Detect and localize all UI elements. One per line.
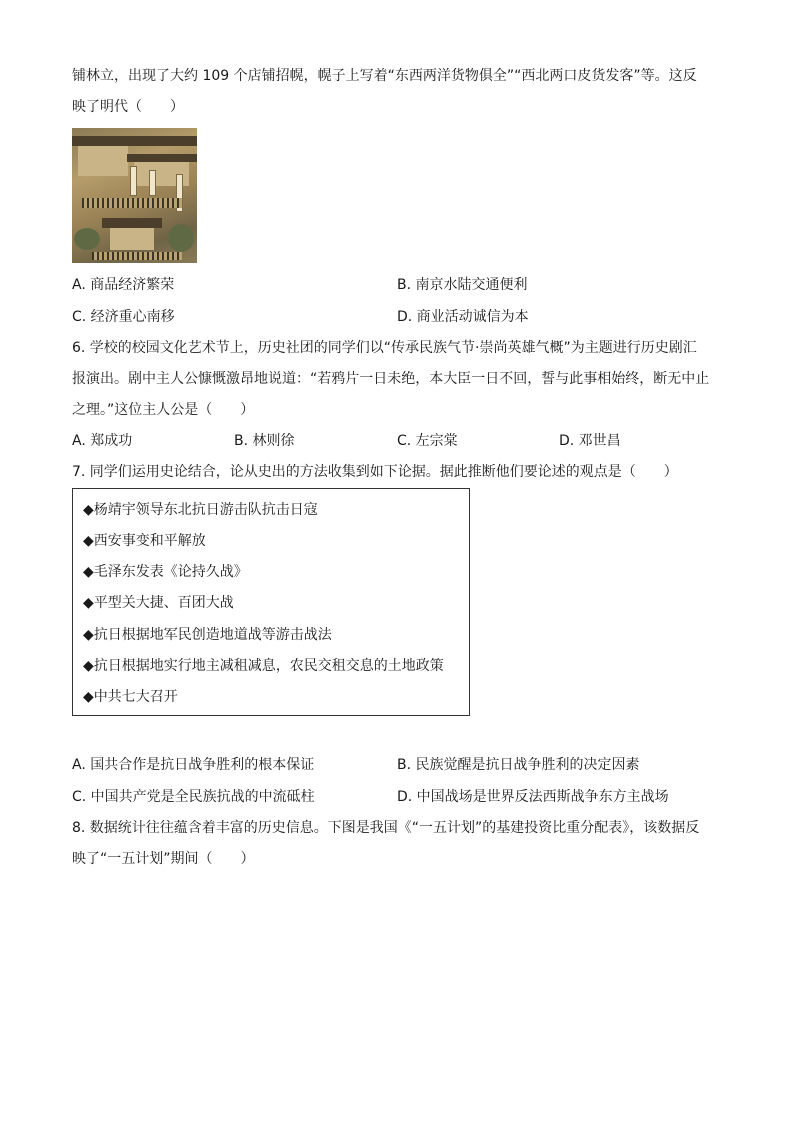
q5-stem-line-1: 铺林立，出现了大约 109 个店铺招幌，幌子上写着“东西两洋货物俱全”“西北两口皮货发客”等。这反 <box>72 68 697 84</box>
q7-option-c[interactable]: C. 中国共产党是全民族抗战的中流砥柱 <box>72 789 315 805</box>
q7-option-d[interactable]: D. 中国战场是世界反法西斯战争东方主战场 <box>397 789 669 805</box>
evidence-item: ◆抗日根据地军民创造地道战等游击战法 <box>83 627 332 643</box>
q5-stem-line-2: 映了明代（ ） <box>72 99 184 115</box>
q6-stem-line-2: 报演出。剧中主人公慷慨激昂地说道：“若鸦片一日未绝，本大臣一日不回，誓与此事相始终，断无中止 <box>72 371 710 387</box>
q5-option-c[interactable]: C. 经济重心南移 <box>72 309 175 325</box>
q6-stem-line-3: 之理。”这位主人公是（ ） <box>72 402 255 418</box>
evidence-item: ◆中共七大召开 <box>83 689 178 705</box>
q5-option-d[interactable]: D. 商业活动诚信为本 <box>397 309 529 325</box>
q6-option-a[interactable]: A. 郑成功 <box>72 433 133 449</box>
ming-street-painting <box>72 128 197 263</box>
q6-stem-line-1: 6. 学校的校园文化艺术节上，历史社团的同学们以“传承民族气节·崇尚英雄气概”为主题进行历史剧汇 <box>72 340 697 356</box>
evidence-box <box>72 488 470 716</box>
q7-option-a[interactable]: A. 国共合作是抗日战争胜利的根本保证 <box>72 757 315 773</box>
q6-option-b[interactable]: B. 林则徐 <box>234 433 295 449</box>
q6-option-d[interactable]: D. 邓世昌 <box>559 433 621 449</box>
q8-stem-line-1: 8. 数据统计往往蕴含着丰富的历史信息。下图是我国《“一五计划”的基建投资比重分配表》，该数据反 <box>72 820 700 836</box>
q6-option-c[interactable]: C. 左宗棠 <box>397 433 458 449</box>
q7-stem: 7. 同学们运用史论结合，论从史出的方法收集到如下论据。据此推断他们要论述的观点是（ ） <box>72 464 678 480</box>
evidence-item: ◆抗日根据地实行地主减租减息，农民交租交息的土地政策 <box>83 658 444 674</box>
evidence-item: ◆平型关大捷、百团大战 <box>83 595 234 611</box>
q5-option-b[interactable]: B. 南京水陆交通便利 <box>397 277 528 293</box>
evidence-item: ◆杨靖宇领导东北抗日游击队抗击日寇 <box>83 502 318 518</box>
q7-option-b[interactable]: B. 民族觉醒是抗日战争胜利的决定因素 <box>397 757 640 773</box>
evidence-item: ◆毛泽东发表《论持久战》 <box>83 564 248 580</box>
evidence-item: ◆西安事变和平解放 <box>83 533 206 549</box>
q5-option-a[interactable]: A. 商品经济繁荣 <box>72 277 175 293</box>
q8-stem-line-2: 映了“一五计划”期间（ ） <box>72 851 255 867</box>
